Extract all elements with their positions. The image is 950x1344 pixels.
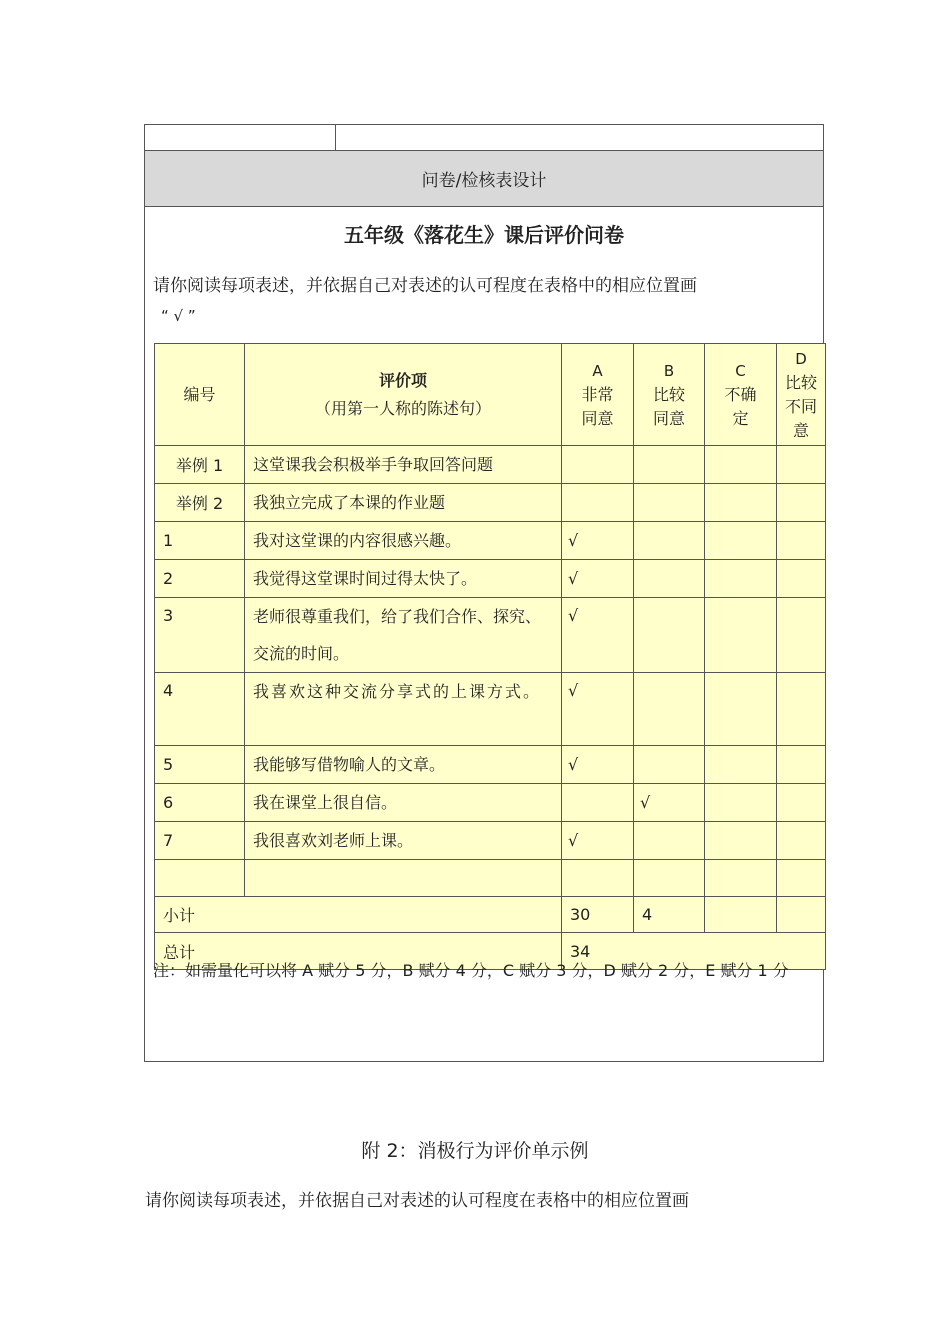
header-d-label2: 不同 [784, 396, 817, 416]
row-d[interactable] [777, 746, 826, 784]
row-a[interactable]: √ [562, 673, 634, 746]
row-b[interactable] [634, 673, 705, 746]
subtotal-c [705, 897, 777, 933]
row-c[interactable] [705, 598, 777, 673]
row-no: 3 [155, 598, 245, 673]
table-row [155, 446, 826, 484]
header-c-letter: C [735, 361, 746, 380]
row-c[interactable] [705, 522, 777, 560]
row-item: 我独立完成了本课的作业题 [245, 484, 562, 522]
row-item: 我对这堂课的内容很感兴趣。 [245, 522, 562, 560]
row-no: 5 [155, 746, 245, 784]
blank-top-row [145, 125, 823, 151]
row-d[interactable] [777, 598, 826, 673]
header-no: 编号 [155, 344, 245, 446]
header-d-label1: 比较 [784, 372, 817, 392]
row-c[interactable] [705, 860, 777, 897]
subtotal-d [777, 897, 826, 933]
row-item: 这堂课我会积极举手争取回答问题 [245, 446, 562, 484]
row-item: 老师很尊重我们，给了我们合作、探究、交流的时间。 [245, 598, 562, 673]
row-b[interactable] [634, 522, 705, 560]
appendix-instruction: 请你阅读每项表述，并依据自己对表述的认可程度在表格中的相应位置画 [145, 1191, 689, 1211]
document-title: 五年级《落花生》课后评价问卷 [344, 223, 624, 247]
table-row [155, 598, 826, 673]
subtotal-b: 4 [634, 897, 705, 933]
table-row [155, 746, 826, 784]
total-label: 总计 [155, 933, 562, 970]
header-c [705, 344, 777, 446]
row-d[interactable] [777, 784, 826, 822]
total-value: 34 [562, 933, 826, 970]
row-a[interactable]: √ [562, 522, 634, 560]
header-b-label1: 比较 [652, 384, 685, 404]
row-no: 2 [155, 560, 245, 598]
row-no: 6 [155, 784, 245, 822]
row-item: 我在课堂上很自信。 [245, 784, 562, 822]
form-frame [144, 124, 824, 1062]
header-a-letter: A [592, 361, 603, 380]
header-c-label1: 不确 [724, 384, 757, 404]
appendix-title: 附 2：消极行为评价单示例 [361, 1140, 589, 1162]
row-item: 我喜欢这种交流分享式的上课方式。 [245, 673, 562, 746]
row-d[interactable] [777, 860, 826, 897]
header-a-label2: 同意 [581, 408, 614, 428]
row-d[interactable] [777, 673, 826, 746]
row-no [155, 860, 245, 897]
row-item: 我能够写借物喻人的文章。 [245, 746, 562, 784]
header-d [777, 344, 826, 446]
header-b-label2: 同意 [652, 408, 685, 428]
row-b[interactable] [634, 446, 705, 484]
row-no: 举例 1 [155, 446, 245, 484]
row-c[interactable] [705, 784, 777, 822]
row-d[interactable] [777, 822, 826, 860]
survey-table [154, 343, 826, 970]
row-item [245, 860, 562, 897]
table-row [155, 484, 826, 522]
header-item [245, 344, 562, 446]
header-b-letter: B [663, 361, 675, 380]
row-a[interactable]: √ [562, 598, 634, 673]
table-row-empty [155, 860, 826, 897]
row-no: 1 [155, 522, 245, 560]
table-header-row [155, 344, 826, 446]
row-b[interactable] [634, 560, 705, 598]
instruction-text [153, 271, 793, 331]
row-a[interactable]: √ [562, 746, 634, 784]
row-d[interactable] [777, 484, 826, 522]
header-a-label1: 非常 [581, 384, 614, 404]
header-b [634, 344, 705, 446]
subtotal-a: 30 [562, 897, 634, 933]
row-d[interactable] [777, 522, 826, 560]
subtotal-row [155, 897, 826, 933]
section-header: 问卷/检核表设计 [145, 151, 823, 207]
row-c[interactable] [705, 560, 777, 598]
row-a[interactable] [562, 446, 634, 484]
row-c[interactable] [705, 822, 777, 860]
header-item-title: 评价项 [378, 370, 427, 390]
row-a[interactable] [562, 860, 634, 897]
table-row [155, 822, 826, 860]
check-mark-quote: “ √ ” [161, 307, 196, 325]
row-b[interactable] [634, 484, 705, 522]
row-no: 举例 2 [155, 484, 245, 522]
row-b[interactable] [634, 746, 705, 784]
row-a[interactable] [562, 484, 634, 522]
header-c-label2: 定 [732, 408, 749, 428]
subtotal-label: 小计 [155, 897, 562, 933]
table-row [155, 522, 826, 560]
header-item-subtitle: （用第一人称的陈述句） [314, 398, 491, 418]
row-no: 4 [155, 673, 245, 746]
header-d-letter: D [795, 349, 807, 368]
row-d[interactable] [777, 560, 826, 598]
table-row [155, 560, 826, 598]
header-a [562, 344, 634, 446]
row-a[interactable] [562, 784, 634, 822]
row-b[interactable] [634, 860, 705, 897]
row-a[interactable]: √ [562, 822, 634, 860]
scoring-note: 注：如需量化可以将 A 赋分 5 分，B 赋分 4 分，C 赋分 3 分，D 赋分 2 分，E 赋分 1 分 [153, 961, 789, 980]
instruction-line: 请你阅读每项表述，并依据自己对表述的认可程度在表格中的相应位置画 [153, 276, 697, 296]
row-c[interactable] [705, 484, 777, 522]
header-d-label3: 意 [792, 420, 809, 440]
row-a[interactable]: √ [562, 560, 634, 598]
row-b[interactable] [634, 822, 705, 860]
row-item: 我很喜欢刘老师上课。 [245, 822, 562, 860]
row-c[interactable] [705, 746, 777, 784]
row-c[interactable] [705, 673, 777, 746]
table-row [155, 784, 826, 822]
row-b[interactable]: √ [634, 784, 705, 822]
row-b[interactable] [634, 598, 705, 673]
table-row [155, 673, 826, 746]
row-no: 7 [155, 822, 245, 860]
row-d[interactable] [777, 446, 826, 484]
row-item: 我觉得这堂课时间过得太快了。 [245, 560, 562, 598]
row-c[interactable] [705, 446, 777, 484]
